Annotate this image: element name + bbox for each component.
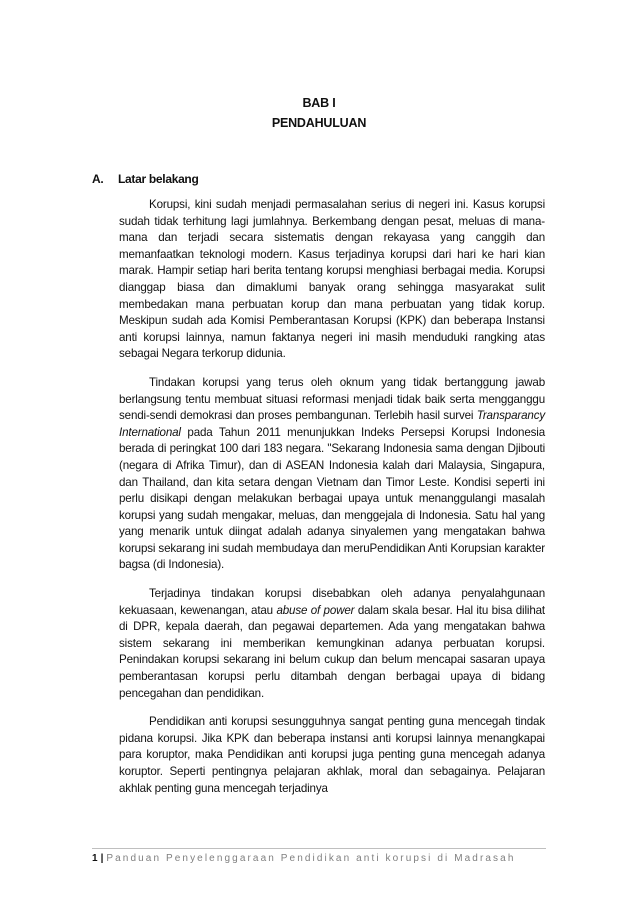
page-number: 1	[92, 853, 98, 864]
chapter-label: BAB I	[302, 96, 336, 110]
section-heading	[92, 172, 199, 186]
paragraph-2-emphasis: Transparancy International	[119, 409, 545, 439]
paragraph-3-text-a: Terjadinya tindakan korupsi disebabkan oleh adanya penyalahgunaan kekuasaan, kewenangan, atau	[119, 587, 545, 617]
section-number: A.	[92, 172, 104, 186]
paragraph-2	[119, 375, 545, 574]
paragraph-4: Pendidikan anti korupsi sesungguhnya sangat penting guna mencegah tindak pidana korupsi. Jika KPK dan beberapa instansi anti korupsi lainnya menangkapai para koruptor, maka Pendidikan anti korupsi juga penting guna mencegah adanya koruptor. Seperti pentingnya pelajaran akhlak, moral dan sebagainya. Pelajaran akhlak penting guna mencegah terjadinya	[119, 715, 545, 795]
paragraph-2-text-a: Tindakan korupsi yang terus oleh oknum yang tidak bertanggung jawab berlangsung tentu membuat situasi reformasi menjadi tidak baik serta mengganggu sendi-sendi demokrasi dan proses pembangunan. Terlebih hasil survei	[119, 375, 545, 423]
paragraph-3-emphasis: abuse of power	[276, 603, 355, 617]
chapter-title: PENDAHULUAN	[271, 116, 367, 130]
section-title: Latar belakang	[118, 172, 199, 186]
footer-separator: |	[100, 853, 104, 864]
paragraph-3-text-b: dalam skala besar. Hal itu bisa dilihat di DPR, kepala daerah, dan pegawai departemen. Ada yang mengatakan bahwa sistem sekarang ini memberikan kemungkinan adanya perbuatan korupsi. Penindakan korupsi sekarang ini belum cukup dan belum mencapai sasaran upaya pemberantasan korupsi perlu ditambah dengan berbagai upaya di bidang pencegahan dan pendidikan.	[119, 603, 545, 700]
document-body	[119, 197, 545, 809]
paragraph-2-text-b: pada Tahun 2011 menunjukkan Indeks Persepsi Korupsi Indonesia berada di peringkat 100 dari 183 negara. "Sekarang Indonesia sama dengan Djibouti (negara di Afrika Timur), dan di ASEAN Indonesia kalah dari Malaysia, Singapura, dan Thailand, dan kita setara dengan Vietnam dan Timor Leste. Kondisi seperti ini perlu disikapi dengan melakukan berbagai upaya untuk menanggulangi masalah korupsi yang sudah mengakar, meluas, dan menggejala di Indonesia. Satu hal yang yang menarik untuk diingat adalah adanya sinyalemen yang mengatakan bahwa korupsi sekarang ini sudah membudaya dan meruPendidikan Anti Korupsian karakter bagsa (di Indonesia).	[119, 425, 545, 572]
paragraph-1: Korupsi, kini sudah menjadi permasalahan serius di negeri ini. Kasus korupsi sudah tidak terhitung lagi jumlahnya. Berkembang dengan pesat, meluas di mana-mana dan terjadi secara sistematis dengan rekayasa yang canggih dan memanfaatkan teknologi modern. Kasus terjadinya korupsi dari hari ke hari kian marak. Hampir setiap hari berita tentang korupsi menghiasi berbagai media. Korupsi dianggap biasa dan dimaklumi banyak orang sehingga masyarakat sulit membedakan mana perbuatan korup dan mana perbuatan yang tidak korup. Meskipun sudah ada Komisi Pemberantasan Korupsi (KPK) dan beberapa Instansi anti korupsi lainnya, namun faktanya negeri ini masih menduduki rangking atas sebagai Negara terkorup didunia.	[119, 198, 545, 361]
page-footer	[92, 853, 562, 864]
footer-divider	[92, 848, 546, 849]
paragraph-3	[119, 586, 545, 702]
footer-text: Panduan Penyelenggaraan Pendidikan anti korupsi di Madrasah	[106, 853, 516, 864]
